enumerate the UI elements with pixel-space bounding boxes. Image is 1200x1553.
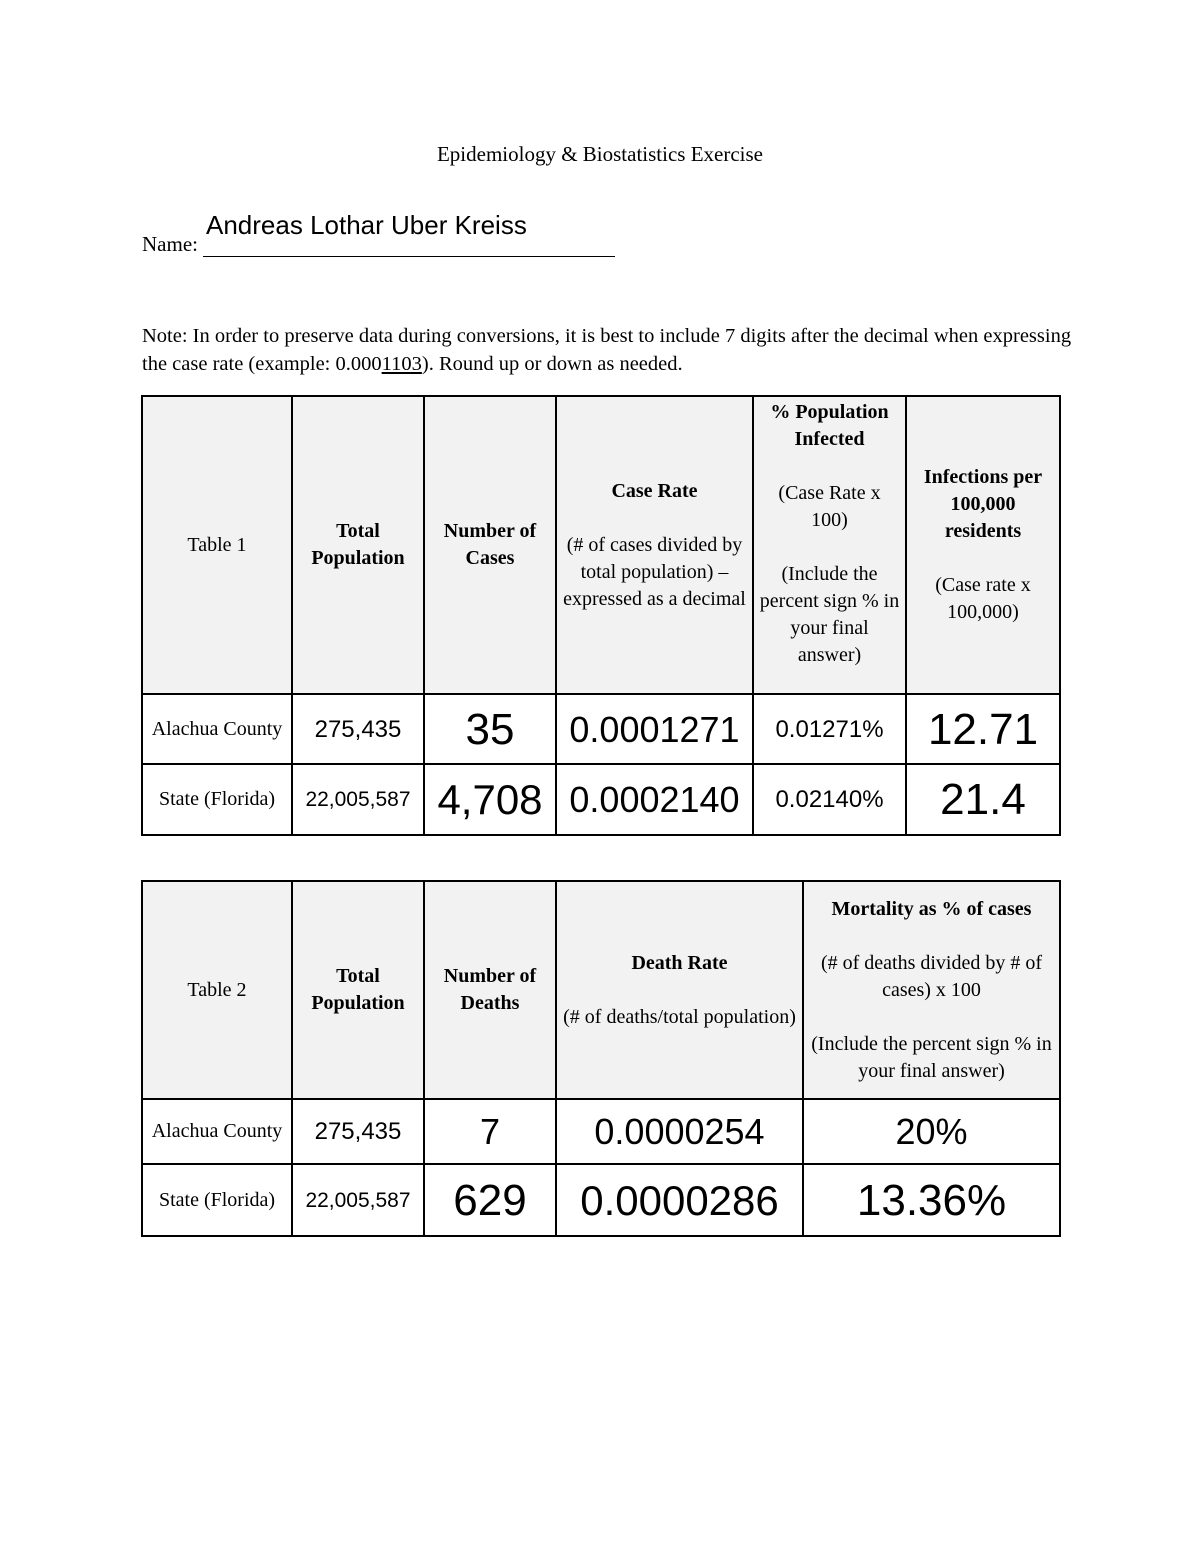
per100k-desc: (Case rate x 100,000) — [935, 574, 1031, 623]
header-number-of-deaths: Number of Deaths — [424, 881, 556, 1099]
death-rate-title: Death Rate — [631, 951, 728, 974]
table2-label: Table 2 — [142, 881, 292, 1099]
pct-infected-cell: 0.02140% — [753, 764, 906, 835]
mortality-table — [141, 880, 1061, 1237]
population-cell: 275,435 — [292, 694, 424, 764]
region-cell: State (Florida) — [142, 764, 292, 835]
case-rate-table — [141, 395, 1061, 836]
pct-infected-desc2: (Include the percent sign % in your final answer) — [759, 563, 900, 666]
cases-cell: 35 — [424, 694, 556, 764]
population-cell: 22,005,587 — [292, 1164, 424, 1236]
header-death-rate — [556, 881, 803, 1099]
mortality-cell: 13.36% — [803, 1164, 1060, 1236]
region-cell: State (Florida) — [142, 1164, 292, 1236]
name-underline — [203, 256, 615, 257]
note-underlined-digits: 1103 — [381, 353, 422, 375]
pct-infected-title: % Population Infected — [770, 401, 889, 450]
mortality-desc2: (Include the percent sign % in your final answer) — [811, 1032, 1052, 1082]
death-rate-cell: 0.0000286 — [556, 1164, 803, 1236]
header-number-of-cases: Number of Cases — [424, 396, 556, 694]
deaths-cell: 629 — [424, 1164, 556, 1236]
header-infections-per-100k — [906, 396, 1060, 694]
header-mortality — [803, 881, 1060, 1099]
per100k-title: Infections per 100,000 residents — [923, 466, 1043, 542]
pct-infected-desc1: (Case Rate x 100) — [778, 482, 881, 531]
header-total-population: Total Population — [292, 396, 424, 694]
case-rate-cell: 0.0001271 — [556, 694, 753, 764]
region-cell: Alachua County — [142, 1099, 292, 1164]
per100k-cell: 12.71 — [906, 694, 1060, 764]
table-row — [142, 1099, 1060, 1164]
death-rate-cell: 0.0000254 — [556, 1099, 803, 1164]
cases-cell: 4,708 — [424, 764, 556, 835]
header-case-rate — [556, 396, 753, 694]
name-label: Name: — [142, 232, 198, 256]
per100k-cell: 21.4 — [906, 764, 1060, 835]
header-pct-infected — [753, 396, 906, 694]
death-rate-desc: (# of deaths/total population) — [563, 1005, 796, 1028]
population-cell: 275,435 — [292, 1099, 424, 1164]
population-cell: 22,005,587 — [292, 764, 424, 835]
note-text-after: ). Round up or down as needed. — [421, 353, 683, 375]
instruction-note — [142, 322, 1072, 378]
name-field[interactable]: Andreas Lothar Uber Kreiss — [206, 210, 527, 240]
pct-infected-cell: 0.01271% — [753, 694, 906, 764]
table1-label: Table 1 — [142, 396, 292, 694]
deaths-cell: 7 — [424, 1099, 556, 1164]
region-cell: Alachua County — [142, 694, 292, 764]
case-rate-title: Case Rate — [611, 479, 698, 502]
mortality-title: Mortality as % of cases — [831, 897, 1032, 920]
case-rate-desc: (# of cases divided by total population) – expressed as a decimal — [563, 533, 746, 610]
table-row — [142, 694, 1060, 764]
note-text-before: Note: In order to preserve data during conversions, it is best to include 7 digits after the decimal when expressing the case rate (example: 0.000 — [142, 325, 1072, 375]
page-title: Epidemiology & Biostatistics Exercise — [436, 142, 764, 166]
header-total-population: Total Population — [292, 881, 424, 1099]
mortality-desc1: (# of deaths divided by # of cases) x 100 — [820, 951, 1043, 1001]
table-row — [142, 1164, 1060, 1236]
table-row — [142, 764, 1060, 835]
case-rate-cell: 0.0002140 — [556, 764, 753, 835]
mortality-cell: 20% — [803, 1099, 1060, 1164]
